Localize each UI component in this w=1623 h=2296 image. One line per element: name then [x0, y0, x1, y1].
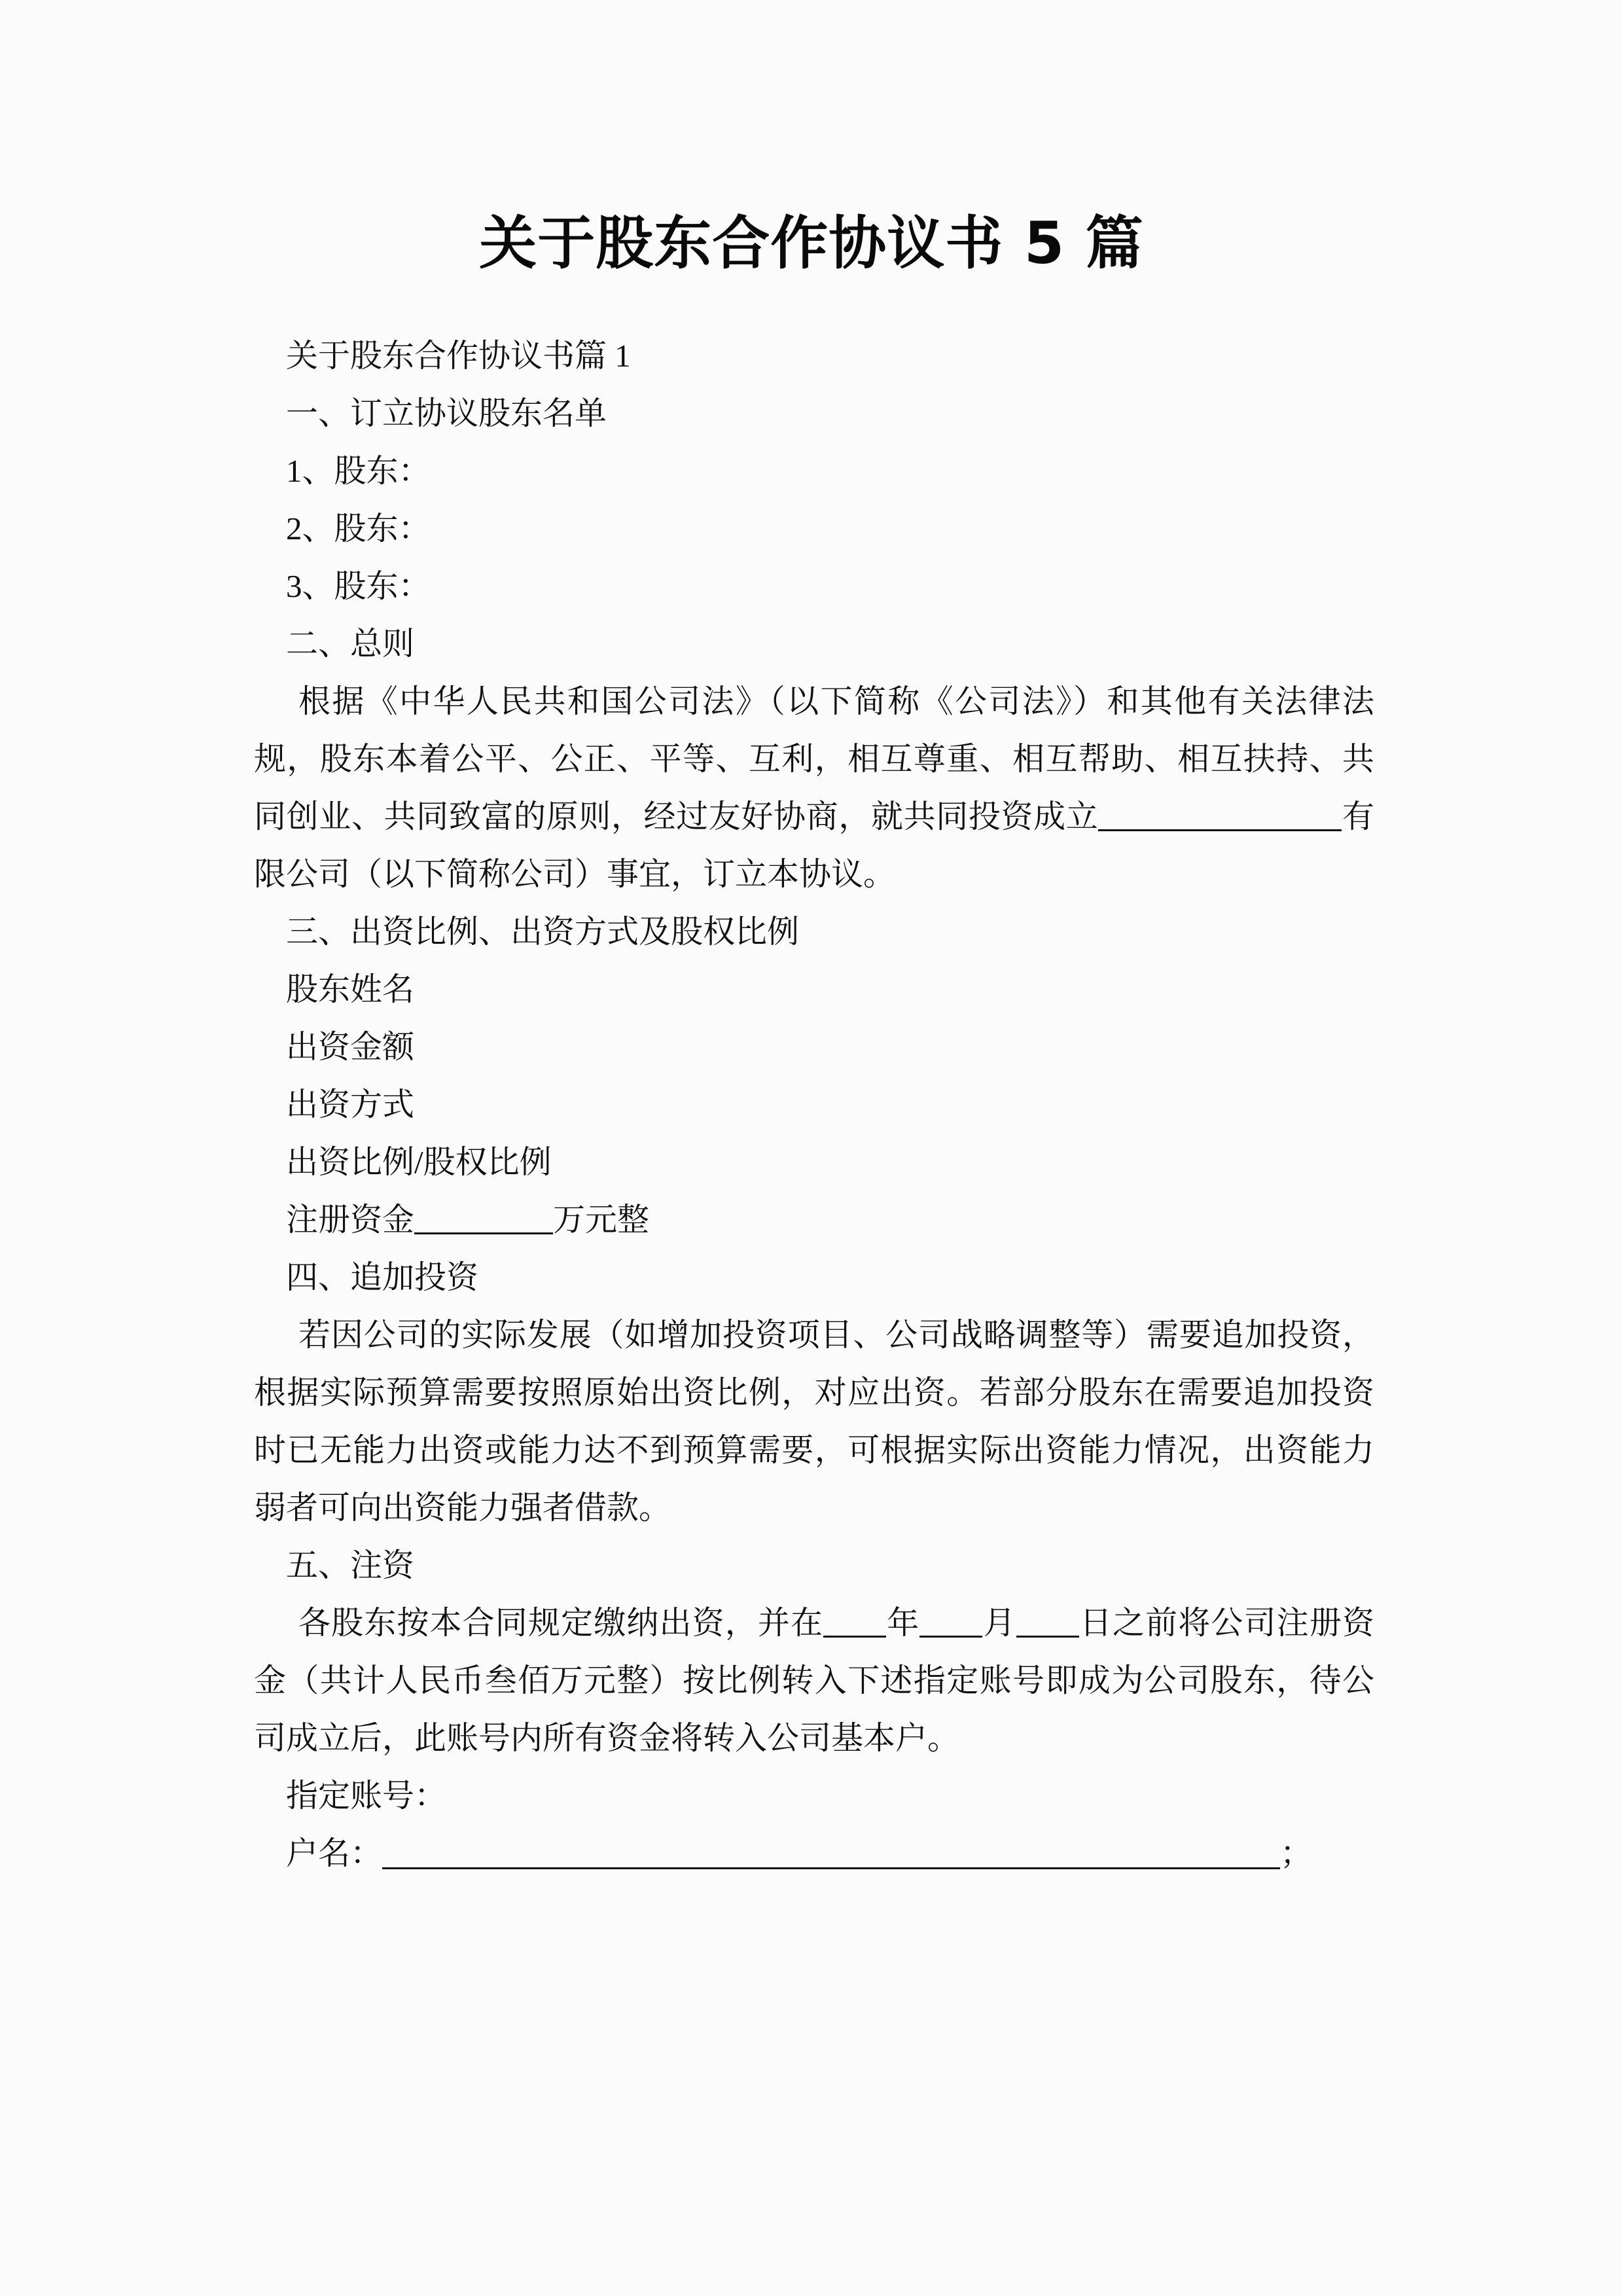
label-year-unit: 年: [886, 1605, 920, 1641]
page-title: 关于股东合作协议书 5 篇: [479, 209, 1144, 277]
paragraph-capital-injection: [254, 1594, 1374, 1767]
capital-injection-text-a: 各股东按本合同规定缴纳出资，并在: [298, 1605, 824, 1641]
table-label-contribution-method: 出资方式: [286, 1086, 415, 1122]
blank-year[interactable]: [823, 1608, 886, 1638]
table-label-shareholder-name: 股东姓名: [286, 971, 415, 1007]
document-subtitle: 关于股东合作协议书篇 1: [286, 338, 631, 374]
account-name-label: 户名：: [286, 1835, 383, 1871]
paragraph-general-provisions-text-a: 根据《中华人民共和国公司法》（以下简称《公司法》）和其他有关法律法规，股东本着公平、公正、平等、互利，相互尊重、相互帮助、相互扶持、共同创业、共同致富的原则，经过友好协商，就共同投资成立: [254, 683, 1374, 834]
table-label-contribution-ratio: 出资比例/股权比例: [286, 1144, 552, 1180]
list-item-shareholder-2: 2、股东：: [286, 511, 431, 547]
registered-capital-prefix: 注册资金: [286, 1202, 415, 1238]
paragraph-general-provisions: [254, 673, 1374, 903]
section-heading-5: 五、注资: [286, 1547, 415, 1583]
paragraph-additional-investment: 若因公司的实际发展（如增加投资项目、公司战略调整等）需要追加投资，根据实际预算需要按照原始出资比例，对应出资。若部分股东在需要追加投资时已无能力出资或能力达不到预算需要，可根据实际出资能力情况，出资能力弱者可向出资能力强者借款。: [254, 1317, 1374, 1526]
section-heading-4: 四、追加投资: [286, 1259, 479, 1295]
registered-capital-suffix: 万元整: [553, 1202, 650, 1238]
blank-company-name[interactable]: [1098, 802, 1342, 831]
list-item-shareholder-1: 1、股东：: [286, 453, 431, 489]
paragraph-general-provisions-text-b: 有限公司（以下简称公司）事宜，订立本协议。: [254, 798, 1374, 892]
registered-capital-line: [254, 1191, 1374, 1249]
label-day-unit: 日之前将公司注: [1079, 1605, 1310, 1641]
blank-month[interactable]: [919, 1608, 982, 1638]
account-name-terminator: ；: [1280, 1835, 1313, 1871]
designated-account-label: 指定账号：: [286, 1778, 447, 1814]
blank-day[interactable]: [1016, 1608, 1079, 1638]
label-month-unit: 月: [982, 1605, 1016, 1641]
list-item-shareholder-3: 3、股东：: [286, 568, 431, 604]
account-name-line: [254, 1825, 1374, 1882]
document-body: [254, 327, 1374, 1882]
section-heading-3: 三、出资比例、出资方式及股权比例: [286, 914, 800, 950]
blank-registered-capital[interactable]: [414, 1205, 553, 1234]
blank-account-name[interactable]: [382, 1839, 1280, 1869]
capital-injection-text-b: 册资金（共计人民币叁佰万元整）按比例转入下述指定账号即成为公司股东，待公司成立后，此账号内所有资金将转入公司基本户。: [254, 1605, 1374, 1756]
section-heading-1: 一、订立协议股东名单: [286, 395, 607, 431]
section-heading-2: 二、总则: [286, 626, 415, 662]
table-label-contribution-amount: 出资金额: [286, 1029, 415, 1065]
